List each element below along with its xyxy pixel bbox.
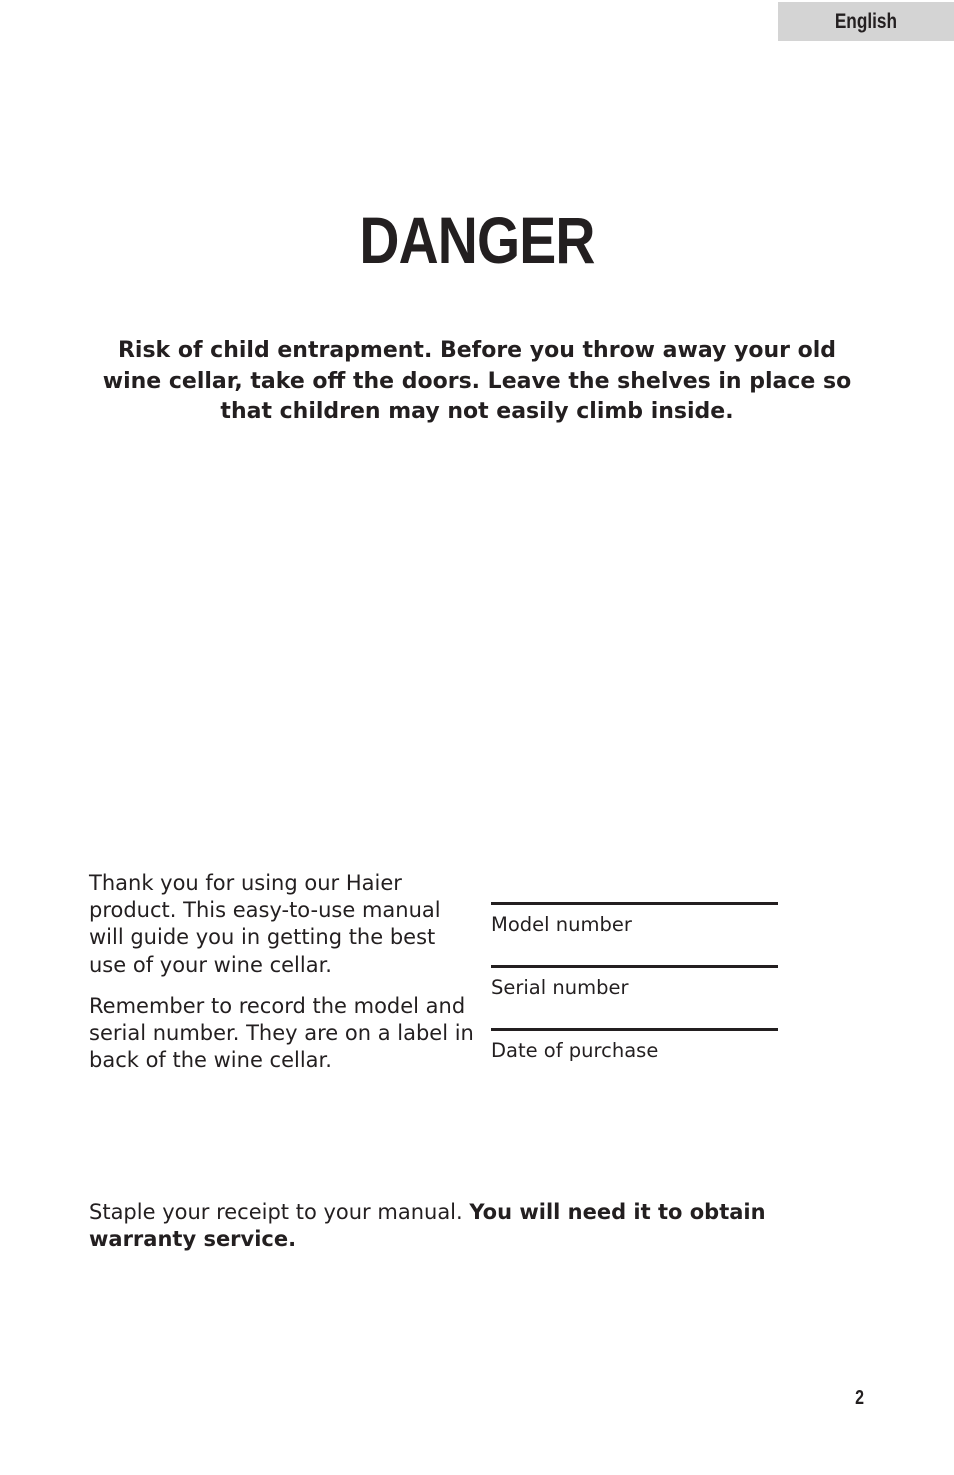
language-tab [778,2,954,41]
language-tab-label: English [834,9,898,33]
receipt-note [89,1199,789,1253]
date-of-purchase-label: Date of purchase [491,1039,659,1062]
record-fields [491,902,778,1091]
intro-section [89,870,474,1088]
receipt-note-bold: You will need it to obtain warranty service. [89,1200,766,1252]
page-number-text: 2 [855,1387,865,1409]
model-number-label: Model number [491,913,632,936]
intro-paragraph-record: Remember to record the model and serial number. They are on a label in back of the wine cellar. [89,993,474,1073]
danger-title-text: DANGER [359,203,595,277]
serial-number-label: Serial number [491,976,629,999]
intro-paragraph-thank-you: Thank you for using our Haier product. This easy-to-use manual will guide you in getting the best use of your wine cellar. [89,871,441,977]
danger-warning-text: Risk of child entrapment. Before you throw away your old wine cellar, take off the doors. Leave the shelves in place so that children may not easily climb inside. [102,338,852,424]
receipt-note-text: Staple your receipt to your manual. [89,1200,470,1224]
page-number [848,1385,872,1411]
danger-title [0,200,954,280]
model-number-field [491,902,778,965]
date-of-purchase-field [491,1028,778,1091]
serial-number-field [491,965,778,1028]
